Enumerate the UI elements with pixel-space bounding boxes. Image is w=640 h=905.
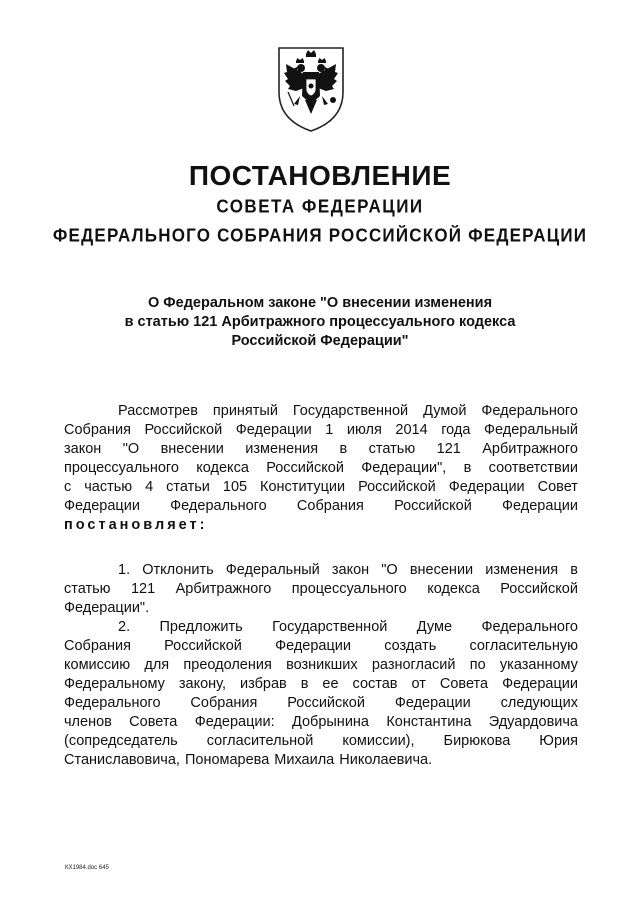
word: 105 xyxy=(222,479,248,495)
subject-line: в статью 121 Арбитражного процессуального кодекса xyxy=(124,314,516,330)
word: с xyxy=(64,479,72,495)
text-line xyxy=(64,675,578,694)
word: Предложить xyxy=(159,619,243,635)
word: внесении xyxy=(409,562,474,578)
word: Юрия xyxy=(539,733,578,749)
word: в xyxy=(300,676,309,692)
word: 2. xyxy=(118,619,131,635)
word: "О xyxy=(122,441,140,457)
word: комиссии), xyxy=(342,733,415,749)
text-line xyxy=(64,478,578,497)
word: 1 xyxy=(325,422,334,438)
word: Совета xyxy=(129,714,178,730)
decree-word: постановляет: xyxy=(64,517,208,533)
word: состав xyxy=(352,676,398,692)
text-line xyxy=(64,599,578,618)
word: Федерации xyxy=(448,479,525,495)
word: Государственной xyxy=(292,403,409,419)
text-line xyxy=(64,713,578,732)
word: Федерации xyxy=(502,498,578,514)
document-title: ПОСТАНОВЛЕНИЕ xyxy=(188,160,452,191)
word: процессуального xyxy=(291,581,407,597)
word: (сопредседатель xyxy=(64,733,178,749)
word: возникших xyxy=(286,657,358,673)
word: комиссию xyxy=(64,657,131,673)
word: Федерации: xyxy=(194,714,275,730)
word: внесении xyxy=(160,441,224,457)
word: изменения xyxy=(485,562,559,578)
word: Федерации xyxy=(394,695,471,711)
word: Константина xyxy=(386,714,472,730)
word: Станиславовича, xyxy=(64,752,180,768)
word: членов xyxy=(64,714,112,730)
word: Бирюкова xyxy=(443,733,511,749)
word: соответствии xyxy=(488,460,578,476)
word: закону, xyxy=(178,676,227,692)
word: Российской xyxy=(358,479,436,495)
word: частью xyxy=(84,479,133,495)
word: Федерального xyxy=(170,498,267,514)
text-line xyxy=(64,732,578,751)
word: статью xyxy=(64,581,111,597)
text-line xyxy=(64,402,578,421)
word: преодоления xyxy=(183,657,272,673)
preamble-paragraph xyxy=(64,402,578,535)
word: от xyxy=(411,676,426,692)
text-line xyxy=(64,497,578,516)
text-line xyxy=(64,561,578,580)
text-line xyxy=(64,751,578,770)
word: по xyxy=(469,657,486,673)
word: Российской xyxy=(266,460,344,476)
word: Собрания xyxy=(190,695,258,711)
word: 121 xyxy=(436,441,461,457)
word: Думе xyxy=(416,619,453,635)
word: Думой xyxy=(423,403,467,419)
word: Российской xyxy=(287,695,365,711)
word: следующих xyxy=(500,695,578,711)
word: в xyxy=(570,562,578,578)
text-line xyxy=(64,618,578,637)
word: кодекса xyxy=(196,460,249,476)
subject-line: О Федеральном законе "О внесении изменения xyxy=(147,295,493,311)
text-line xyxy=(64,440,578,459)
word: Федерации xyxy=(502,676,578,692)
word: Российской xyxy=(164,638,242,654)
word: принятый xyxy=(212,403,278,419)
word: Федерации xyxy=(235,422,312,438)
word: Арбитражного xyxy=(482,441,578,457)
word: для xyxy=(144,657,170,673)
word: Собрания xyxy=(296,498,364,514)
word: ее xyxy=(322,676,339,692)
word: Эдуардовича xyxy=(488,714,578,730)
word: Федерации", xyxy=(361,460,447,476)
word: июля xyxy=(346,422,382,438)
text-line xyxy=(64,580,578,599)
text-line xyxy=(64,459,578,478)
word: года xyxy=(441,422,471,438)
word: Российской xyxy=(144,422,223,438)
document-subtitle-assembly: ФЕДЕРАЛЬНОГО СОБРАНИЯ РОССИЙСКОЙ ФЕДЕРАЦИИ xyxy=(52,225,588,246)
word: Федеральному xyxy=(64,676,165,692)
word: в xyxy=(339,441,348,457)
document-subject xyxy=(90,294,550,351)
word: статью xyxy=(368,441,416,457)
word: Федерального xyxy=(481,619,578,635)
word: Федерации". xyxy=(64,600,150,616)
word: в xyxy=(463,460,472,476)
word: Федерального xyxy=(481,403,578,419)
word: Федеральный xyxy=(483,422,578,438)
decision-item-1 xyxy=(64,561,578,618)
word: Конституции xyxy=(260,479,346,495)
word: избрав xyxy=(240,676,287,692)
double-headed-eagle-emblem-icon xyxy=(274,44,348,134)
decision-item-2 xyxy=(64,618,578,770)
word: 121 xyxy=(130,581,156,597)
word: 1. xyxy=(118,562,131,578)
word: статьи xyxy=(166,479,210,495)
word: Совет xyxy=(537,479,578,495)
word: согласительную xyxy=(469,638,578,654)
subject-line: Российской Федерации" xyxy=(231,333,409,349)
word: Собрания xyxy=(64,422,131,438)
word: изменения xyxy=(245,441,319,457)
document-code: КХ1984.doc 645 xyxy=(65,865,109,871)
word: Арбитражного xyxy=(175,581,272,597)
word: Федеральный xyxy=(225,562,320,578)
word: Рассмотрев xyxy=(118,403,198,419)
word: согласительной xyxy=(206,733,314,749)
word: Федерации xyxy=(64,498,140,514)
document-subtitle-council: СОВЕТА ФЕДЕРАЦИИ xyxy=(216,196,424,217)
word: Федерации xyxy=(275,638,351,654)
word: указанному xyxy=(499,657,578,673)
word: Российской xyxy=(500,581,578,597)
word: создать xyxy=(384,638,437,654)
word: 2014 xyxy=(395,422,428,438)
word: Пономарева xyxy=(184,752,270,768)
word: закон xyxy=(331,562,370,578)
word: разногласий xyxy=(371,657,456,673)
word: Михаила xyxy=(274,752,335,768)
text-line xyxy=(64,694,578,713)
word: Собрания xyxy=(64,638,131,654)
word: Николаевича. xyxy=(339,752,433,768)
decree-line xyxy=(64,516,578,535)
word: Добрынина xyxy=(291,714,369,730)
word: 4 xyxy=(145,479,154,495)
word: Совета xyxy=(439,676,489,692)
text-line xyxy=(64,656,578,675)
word: Отклонить xyxy=(142,562,214,578)
text-line xyxy=(64,421,578,440)
word: закон xyxy=(64,441,102,457)
word: Российской xyxy=(394,498,472,514)
word: кодекса xyxy=(427,581,480,597)
word: процессуального xyxy=(64,460,179,476)
word: "О xyxy=(381,562,398,578)
text-line xyxy=(64,637,578,656)
word: Государственной xyxy=(272,619,388,635)
word: Федерального xyxy=(64,695,161,711)
